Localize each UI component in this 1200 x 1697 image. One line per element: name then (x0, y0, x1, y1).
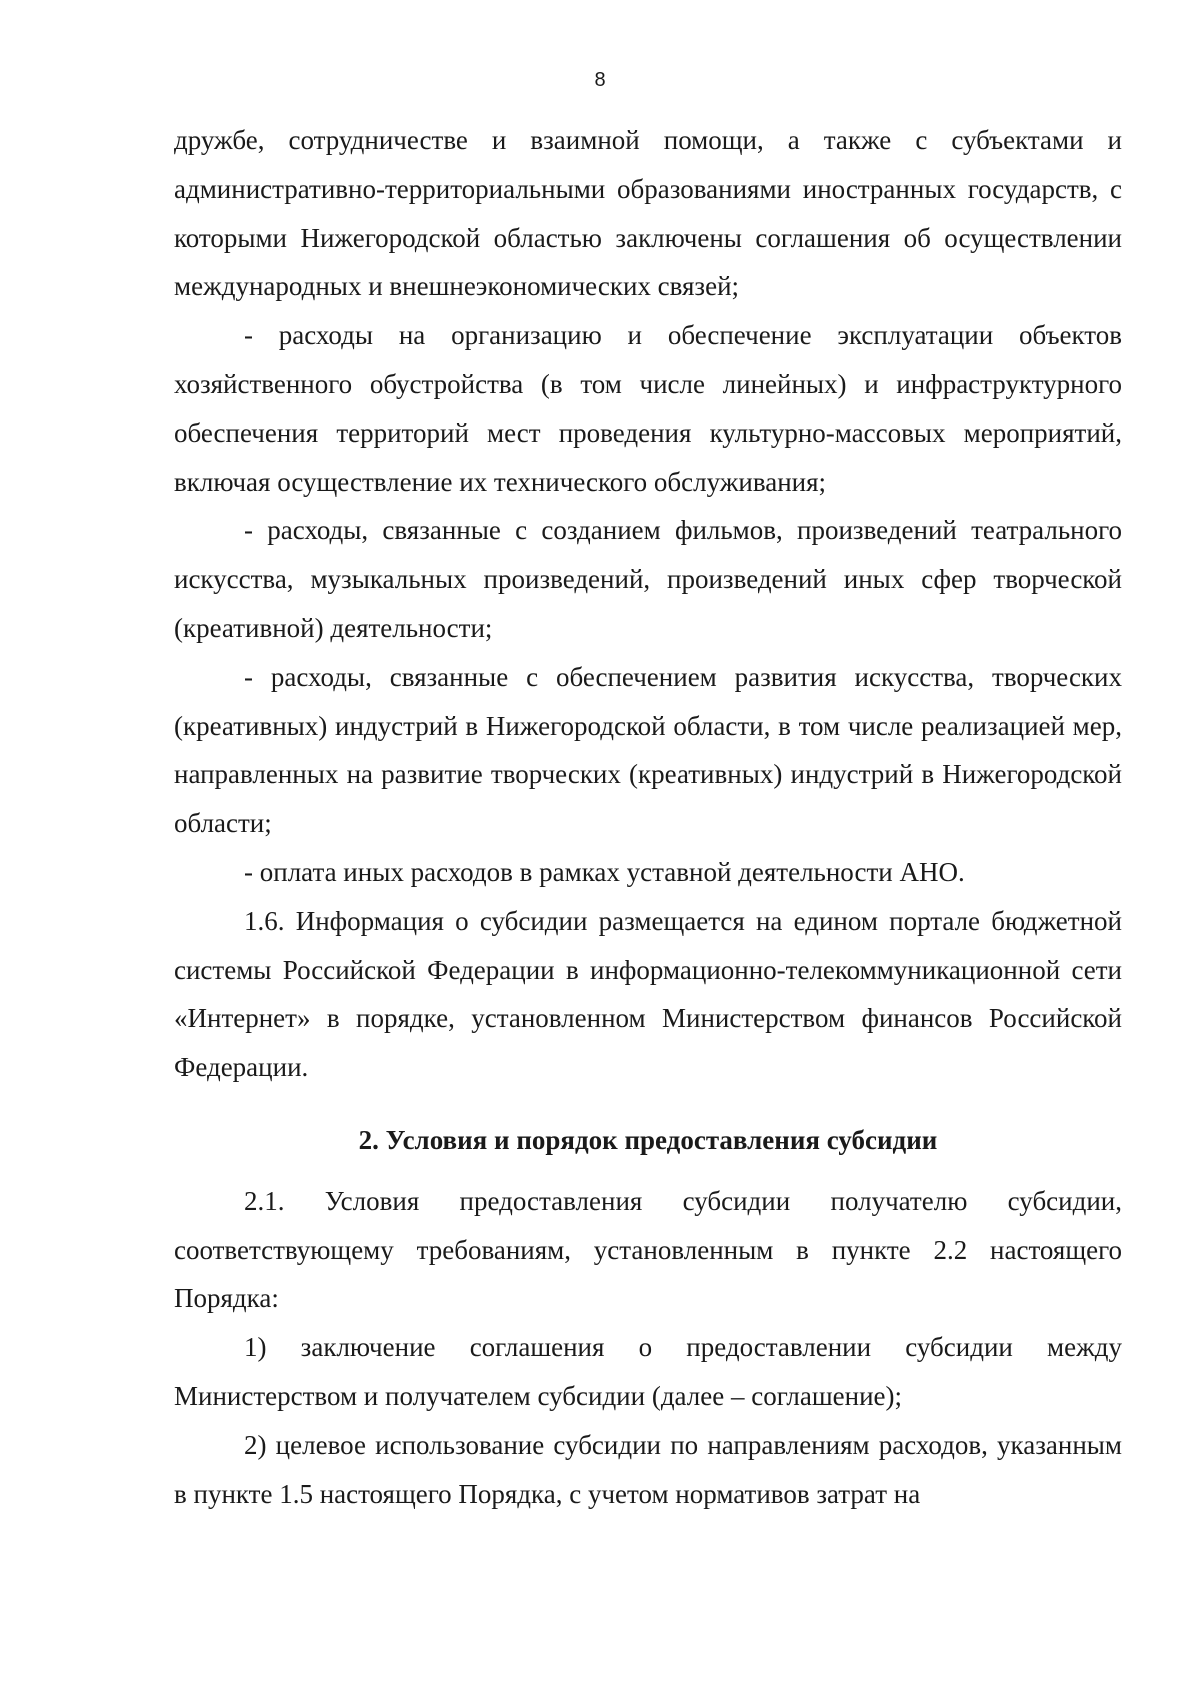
paragraph-creative-industries-expenses: - расходы, связанные с обеспечением развития искусства, творческих (креативных) индустрий в Нижегородской области, в том числе реализацией мер, направленных на развитие творческих (креативных) индустрий в Нижегородской области; (174, 661, 1122, 839)
paragraph-infrastructure-expenses: - расходы на организацию и обеспечение эксплуатации объектов хозяйственного обустройства (в том числе линейных) и инфраструктурного обеспечения территорий мест проведения культурно-массовых мероприятий, включая осуществление их технического обслуживания; (174, 320, 1122, 497)
paragraph-item-1: 1) заключение соглашения о предоставлении субсидии между Министерством и получателем субсидии (далее – соглашение); (174, 1332, 1122, 1411)
paragraph-item-2: 2) целевое использование субсидии по направлениям расходов, указанным в пункте 1.5 настоящего Порядка, с учетом нормативов затрат на (174, 1429, 1122, 1509)
spacer (174, 1165, 1122, 1177)
section-heading: 2. Условия и порядок предоставления субсидии (358, 1124, 938, 1155)
paragraph-continuation: дружбе, сотрудничестве и взаимной помощи, а также с субъектами и административно-территориальными образованиями иностранных государств, с которыми Нижегородской областью заключены соглашения об осуществлении международных и внешнеэкономических связей; (174, 125, 1122, 302)
document-body (174, 116, 1122, 1518)
paragraph-film-expenses: - расходы, связанные с созданием фильмов, произведений театрального искусства, музыкальных произведений, произведений иных сфер творческой (креативной) деятельности; (174, 515, 1122, 643)
spacer (174, 1092, 1122, 1116)
page-number: 8 (594, 69, 606, 91)
paragraph-2-1: 2.1. Условия предоставления субсидии получателю субсидии, соответствующему требованиям, установленным в пункте 2.2 настоящего Порядка: (174, 1185, 1122, 1314)
paragraph-1-6: 1.6. Информация о субсидии размещается на едином портале бюджетной системы Российской Федерации в информационно-телекоммуникационной сети «Интернет» в порядке, установленном Министерством финансов Российской Федерации. (174, 905, 1122, 1083)
paragraph-other-expenses: - оплата иных расходов в рамках уставной деятельности АНО. (244, 856, 965, 887)
